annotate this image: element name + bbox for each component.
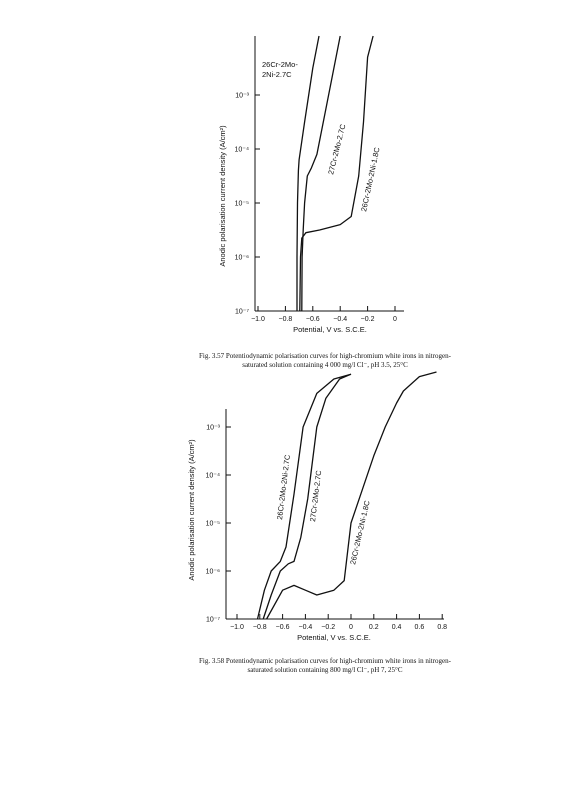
c2-x-tick-label: 0.2	[368, 624, 379, 631]
c2-x-tick-label: −1.0	[230, 624, 244, 631]
c2-x-tick-label: 0.4	[391, 624, 402, 631]
c2-y-tick-label: 10⁻⁶	[205, 568, 220, 576]
chart-1-curve-b-label: 27Cr-2Mo-2.7C	[326, 123, 348, 176]
chart-1-curve-a-label-line2: 2Ni-2.7C	[262, 70, 292, 79]
c2-x-tick-label: 0.8	[437, 624, 448, 631]
chart-2-y-axis-title: Anodic polarisation current density (A/cm²)	[187, 439, 196, 581]
figure-2-caption-line1: Fig. 3.58 Potentiodynamic polarisation curves for high-chromium white irons in nitrogen-	[199, 657, 451, 665]
c2-y-tick-label: 10⁻⁵	[205, 520, 220, 528]
c2-y-tick-label: 10⁻⁴	[205, 472, 220, 480]
figure-2-caption	[160, 657, 490, 675]
c2-x-tick-label: −0.8	[252, 624, 267, 631]
c2-x-tick-label: −0.2	[321, 624, 336, 631]
c2-y-tick-label: 10⁻⁷	[205, 616, 220, 624]
c1-y-tick-label: 10⁻³	[235, 92, 249, 100]
c1-y-tick-label: 10⁻⁴	[234, 146, 249, 154]
chart-2-curve-c-label: 26Cr-2Mo-2Ni-1.8C	[348, 499, 372, 566]
chart-2-x-axis-title: Potential, V vs. S.C.E.	[297, 633, 371, 642]
c2-x-tick-label: 0.6	[414, 624, 425, 631]
figure-1-caption-line1: Fig. 3.57 Potentiodynamic polarisation curves for high-chromium white irons in nitrogen-	[199, 352, 451, 360]
c2-curve-c-line	[267, 372, 437, 619]
c1-x-tick-label: −0.6	[305, 316, 320, 323]
chart-1-curve-a-label-line1: 26Cr-2Mo-	[262, 60, 298, 69]
chart-1-x-axis-title: Potential, V vs. S.C.E.	[293, 325, 367, 334]
chart-1-curve-c-label: 26Cr-2Mo-2Ni-1.8C	[359, 146, 382, 213]
chart-1	[218, 36, 404, 334]
c2-x-tick-label: 0	[349, 624, 353, 631]
c2-x-tick-label: −0.6	[275, 624, 290, 631]
c2-y-tick-label: 10⁻³	[206, 424, 220, 432]
figure-1-caption	[160, 352, 490, 370]
figure-2-caption-line2: saturated solution containing 800 mg/l Cl⁻, pH 7, 25°C	[247, 666, 403, 674]
c1-y-tick-label: 10⁻⁷	[234, 308, 249, 316]
chart-2	[187, 372, 447, 642]
c1-x-tick-label: 0	[393, 316, 397, 323]
c2-curve-b-line	[263, 374, 351, 619]
chart-2-curve-b-label: 27Cr-2Mo-2.7C	[308, 469, 324, 523]
c2-x-tick-label: −0.4	[298, 624, 313, 631]
c1-x-tick-label: −0.2	[360, 316, 375, 323]
c2-curve-a-line	[258, 374, 352, 619]
c1-x-tick-label: −0.4	[333, 316, 348, 323]
c1-x-tick-label: −1.0	[251, 316, 265, 323]
c1-x-tick-label: −0.8	[278, 316, 293, 323]
chart-1-y-axis-title: Anodic polarisation current density (A/cm²)	[218, 125, 227, 267]
chart-2-curve-a-label: 26Cr-2Mo-2Ni-2.7C	[275, 454, 292, 521]
c1-y-tick-label: 10⁻⁶	[234, 254, 249, 262]
c1-y-tick-label: 10⁻⁵	[234, 200, 249, 208]
figure-1-caption-line2: saturated solution containing 4 000 mg/l Cl⁻, pH 3.5, 25°C	[242, 361, 408, 369]
